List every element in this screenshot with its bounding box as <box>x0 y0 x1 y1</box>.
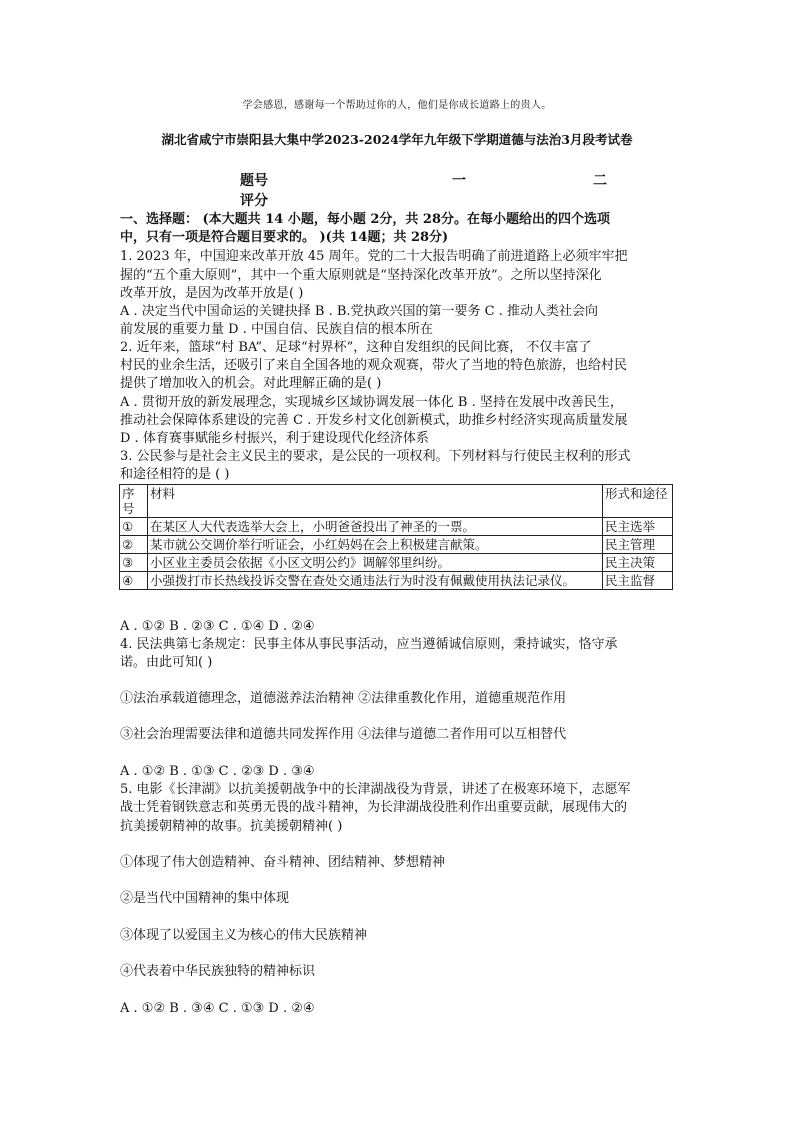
table-cell-material: 某市就公交调价举行听证会，小红妈妈在会上积极建言献策。 <box>148 536 603 554</box>
question-stem-line: 战士凭着钢铁意志和英勇无畏的战斗精神，为长津湖战役胜利作出重要贡献，展现伟大的 <box>120 800 628 815</box>
statement-line: ②是当代中国精神的集中体现 <box>120 891 290 906</box>
table-header-row <box>120 485 673 518</box>
section-heading-line: 中，只有一项是符合题目要求的。 )(共 14题；共 28分) <box>120 230 449 245</box>
question-stem-line: 4. 民法典第七条规定：民事主体从事民事活动，应当遵循诚信原则，秉持诚实，恪守承 <box>120 637 618 652</box>
table-header-cell: 序号 <box>120 485 148 518</box>
score-label-question-no: 题号 <box>240 173 268 189</box>
statement-line: ③社会治理需要法律和道德共同发挥作用 ④法律与道德二者作用可以互相替代 <box>120 727 567 742</box>
statement-line: ③体现了以爱国主义为核心的伟大民族精神 <box>120 928 368 943</box>
table-cell-no: ④ <box>120 572 148 590</box>
statement-line: ①体现了伟大创造精神、奋斗精神、团结精神、梦想精神 <box>120 855 446 870</box>
table-cell-no: ③ <box>120 554 148 572</box>
table-cell-form: 民主监督 <box>603 572 673 590</box>
material-table <box>119 484 673 590</box>
statement-line: ④代表着中华民族独特的精神标识 <box>120 964 316 979</box>
table-cell-no: ② <box>120 536 148 554</box>
table-cell-material: 在某区人大代表选举大会上，小明爸爸投出了神圣的一票。 <box>148 518 603 536</box>
section-heading-line: 一、选择题： (本大题共 14 小题，每小题 2分，共 28分。在每小题给出的四个选项 <box>120 212 611 227</box>
question-stem-line: 1. 2023 年，中国迎来改革开放 45 周年。党的二十大报告明确了前进道路上必须牢牢把 <box>120 249 628 264</box>
header-motto: 学会感恩，感谢每一个帮助过你的人，他们是你成长道路上的贵人。 <box>242 100 552 111</box>
question-stem-line: 5. 电影《长津湖》以抗美援朝战争中的长津湖战役为背景，讲述了在极寒环境下，志愿军 <box>120 782 631 797</box>
answer-options: A . ①② B . ②③ C . ①④ D . ②④ <box>120 619 315 634</box>
question-stem-line: 2. 近年来，篮球“村 BA”、足球“村界杯”，这种自发组织的民间比赛， 不仅丰富了 <box>120 340 592 355</box>
table-cell-material: 小强拨打市长热线投诉交警在查处交通违法行为时没有佩戴使用执法记录仪。 <box>148 572 603 590</box>
score-col-1: 一 <box>452 173 466 189</box>
question-stem-line: 改革开放，是因为改革开放是( ) <box>120 286 304 301</box>
answer-options: 推动社会保障体系建设的完善 C . 开发乡村文化创新模式，助推乡村经济实现高质量发展 <box>120 413 628 428</box>
answer-options: A . 决定当代中国命运的关键抉择 B . B.党执政兴国的第一要务 C . 推动人类社会向 <box>120 304 599 319</box>
statement-line: ①法治承载道德理念，道德滋养法治精神 ②法律重教化作用，道德重规范作用 <box>120 691 567 706</box>
question-stem-line: 握的“五个重大原则”，其中一个重大原则就是“坚持深化改革开放”。之所以坚持深化 <box>120 268 602 283</box>
table-cell-form: 民主选举 <box>603 518 673 536</box>
question-stem-line: 提供了增加收入的机会。对此理解正确的是( ) <box>120 376 382 391</box>
table-cell-material: 小区业主委员会依据《小区文明公约》调解邻里纠纷。 <box>148 554 603 572</box>
answer-options: A . ①② B . ③④ C . ①③ D . ②④ <box>120 1001 315 1016</box>
table-row <box>120 554 673 572</box>
score-label-score: 评分 <box>240 193 268 209</box>
answer-options: A . 贯彻开放的新发展理念，实现城乡区域协调发展一体化 B . 坚持在发展中改善民生， <box>120 395 623 410</box>
question-stem-line: 和途径相符的是 ( ) <box>120 467 230 482</box>
exam-title: 湖北省咸宁市崇阳县大集中学2023-2024学年九年级下学期道德与法治3月段考试卷 <box>161 132 633 147</box>
table-header-cell: 材料 <box>148 485 603 518</box>
question-stem-line: 诺。由此可知( ) <box>120 655 213 670</box>
table-row <box>120 518 673 536</box>
table-cell-form: 民主管理 <box>603 536 673 554</box>
question-stem-line: 抗美援朝精神的故事。抗美援朝精神( ) <box>120 819 343 834</box>
table-cell-form: 民主决策 <box>603 554 673 572</box>
score-col-2: 二 <box>593 173 607 189</box>
answer-options: 前发展的重要力量 D . 中国自信、民族自信的根本所在 <box>120 322 433 337</box>
table-cell-no: ① <box>120 518 148 536</box>
answer-options: D . 体育赛事赋能乡村振兴，利于建设现代化经济体系 <box>120 431 429 446</box>
question-stem-line: 村民的业余生活，还吸引了来自全国各地的观众观赛，带火了当地的特色旅游，也给村民 <box>120 358 628 373</box>
question-stem-line: 3. 公民参与是社会主义民主的要求，是公民的一项权利。下列材料与行使民主权利的形式 <box>120 449 631 464</box>
table-row <box>120 536 673 554</box>
table-row <box>120 572 673 590</box>
table-header-cell: 形式和途径 <box>603 485 673 518</box>
answer-options: A . ①② B . ①③ C . ②③ D . ③④ <box>120 764 315 779</box>
